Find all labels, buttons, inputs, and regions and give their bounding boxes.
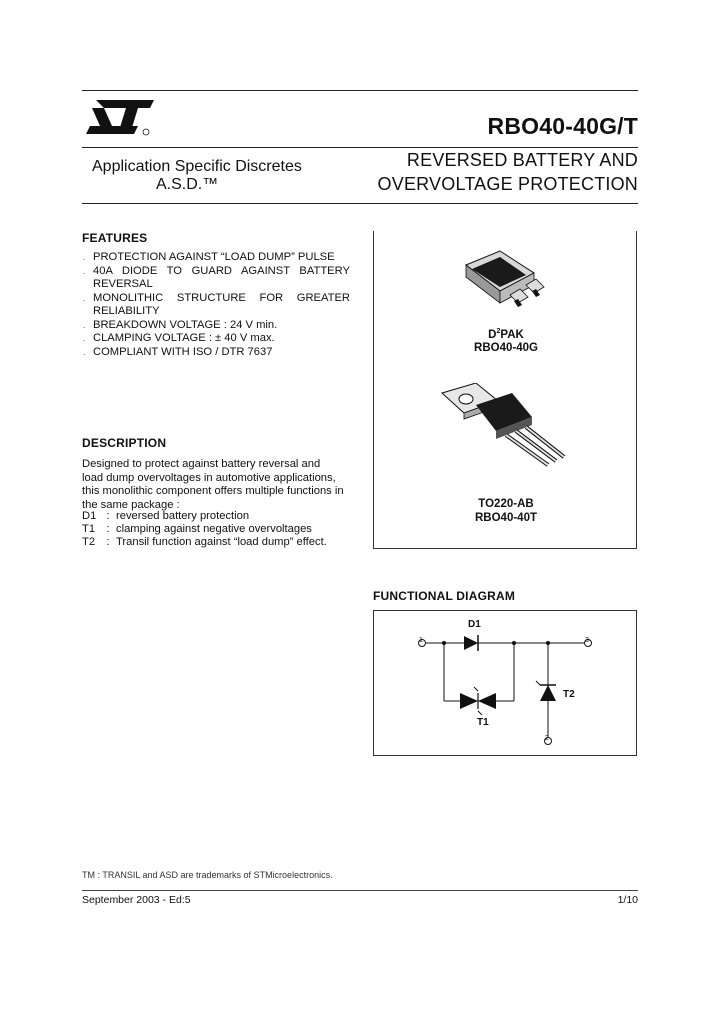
features-heading: FEATURES bbox=[82, 231, 148, 245]
label-t2: T2 bbox=[563, 689, 575, 700]
feature-item: . COMPLIANT WITH ISO / DTR 7637 bbox=[83, 345, 273, 358]
feature-item: . MONOLITHIC STRUCTURE FOR GREATER RELIABILITY bbox=[83, 291, 350, 317]
feature-item: . 40A DIODE TO GUARD AGAINST BATTERY REVERSAL bbox=[83, 264, 350, 290]
to220-part: RBO40-40T bbox=[475, 512, 537, 524]
function-row-d1: D1 : reversed battery protection bbox=[82, 510, 250, 522]
d2pak-part: RBO40-40G bbox=[474, 342, 538, 354]
functional-diagram-circuit bbox=[374, 611, 636, 755]
d2pak-package-drawing bbox=[462, 247, 552, 327]
to220-name: TO220-AB bbox=[478, 498, 534, 510]
footer-rule bbox=[82, 890, 638, 891]
feature-item: . PROTECTION AGAINST “LOAD DUMP” PULSE bbox=[83, 251, 335, 263]
function-row-t2: T2 : Transil function against “load dump” effect. bbox=[82, 536, 327, 548]
title-line-2: OVERVOLTAGE PROTECTION bbox=[377, 174, 638, 194]
feature-item: . CLAMPING VOLTAGE : ± 40 V max. bbox=[83, 332, 275, 344]
footer-page-number: 1/10 bbox=[617, 894, 638, 906]
functional-diagram-box bbox=[373, 610, 637, 756]
function-row-t1: T1 : clamping against negative overvoltages bbox=[82, 523, 312, 535]
trademark-note: TM : TRANSIL and ASD are trademarks of STMicroelectronics. bbox=[82, 870, 333, 880]
to220-package-drawing bbox=[436, 383, 576, 483]
feature-item: . BREAKDOWN VOLTAGE : 24 V min. bbox=[83, 318, 278, 331]
footer-date-edition: September 2003 - Ed:5 bbox=[82, 894, 191, 906]
header-top-rule bbox=[82, 90, 638, 91]
packages-box bbox=[373, 231, 637, 549]
category-line-1: Application Specific Discretes bbox=[92, 158, 302, 175]
header-bottom-rule bbox=[82, 203, 638, 204]
functional-diagram-heading: FUNCTIONAL DIAGRAM bbox=[373, 589, 516, 603]
label-d1: D1 bbox=[468, 619, 481, 630]
header-mid-rule bbox=[82, 147, 638, 148]
pin-1-label: 1 bbox=[419, 637, 423, 644]
category-line-2: A.S.D.™ bbox=[156, 176, 219, 193]
part-number: RBO40-40G/T bbox=[487, 113, 638, 139]
description-text: Designed to protect against battery reversal and load dump overvoltages in automotive applications, this monolithic component offers multiple functions in the same package : bbox=[82, 458, 344, 511]
features-list bbox=[82, 251, 350, 359]
d2pak-name: $D^2PAK$ bbox=[488, 328, 524, 341]
description-heading: DESCRIPTION bbox=[82, 436, 167, 450]
pin-2-label: 2 bbox=[545, 735, 549, 742]
st-logo bbox=[82, 96, 154, 138]
pin-3-label: 3 bbox=[585, 637, 589, 644]
title-line-1: REVERSED BATTERY AND bbox=[406, 150, 638, 170]
label-t1: T1 bbox=[477, 717, 489, 728]
